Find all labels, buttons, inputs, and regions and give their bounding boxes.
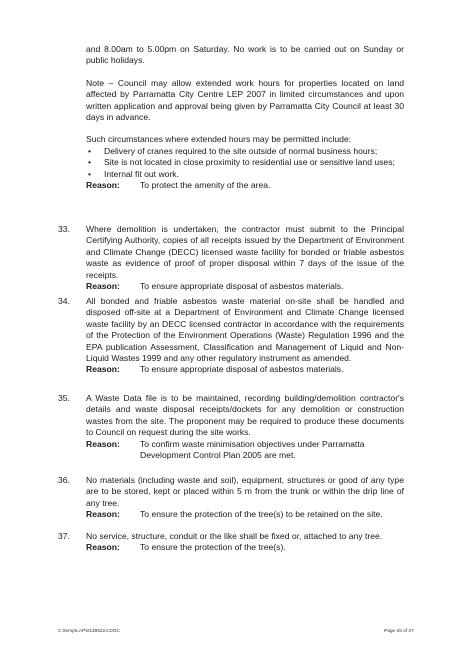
list-item: • Delivery of cranes required to the site outside of normal business hours; (86, 146, 404, 157)
condition-number: 33. (58, 224, 70, 234)
footer-file-path: C:\temp\LAP\01395224.DOC (58, 629, 120, 634)
intro-section (86, 44, 404, 191)
reason-line (86, 439, 404, 462)
condition-35 (86, 393, 404, 461)
condition-37 (86, 531, 404, 554)
condition-text: No materials (including waste and soil), equipment, structures or good of any type are to be stored, kept or placed within 5 m from the trunk or within the drip line of any tree. (86, 475, 404, 508)
circumstances-list (86, 146, 404, 180)
condition-number: 35. (58, 393, 70, 403)
reason-label: Reason: (86, 180, 120, 191)
list-item: • Site is not located in close proximity to residential use or sensitive land uses; (86, 157, 404, 168)
reason-label: Reason: (86, 364, 120, 375)
reason-text: To confirm waste minimisation objectives under Parramatta Development Control Plan 2005 are met. (140, 438, 365, 461)
hours-continuation: and 8.00am to 5.00pm on Saturday. No work is to be carried out on Sunday or public holidays. (86, 44, 404, 66)
condition-number: 34. (58, 296, 70, 306)
condition-36 (86, 475, 404, 521)
condition-34 (86, 296, 404, 376)
condition-text: No service, structure, conduit or the like shall be fixed or, attached to any tree. (86, 531, 383, 541)
reason-label: Reason: (86, 509, 120, 520)
reason-line (86, 281, 404, 292)
reason-label: Reason: (86, 281, 120, 292)
condition-number: 37. (58, 531, 70, 541)
condition-33 (86, 224, 404, 292)
extended-hours-note: Note – Council may allow extended work hours for properties located on land affected by Parramatta City Centre LEP 2007 in limited circumstances and upon written application and approval being given by Parramatta City Council at least 30 days in advance. (86, 77, 404, 123)
condition-text: All bonded and friable asbestos waste material on-site shall be handled and disposed off-site at a Department of Environment and Climate Change licensed waste facility by an DECC licensed contractor in accordance with the requirements of the Protection of the Environment Operations (Waste) Regulation 1996 and the EPA publication Assessment, Classification and Management of Liquid and Non-Liquid Wastes 1999 and any other regulatory instrument as amended. (86, 296, 404, 364)
reason-label: Reason: (86, 542, 120, 553)
condition-text: A Waste Data file is to be maintained, recording building/demolition contractor's details and waste disposal receipts/dockets for any demolition or construction wastes from the site. The proponent may be required to produce these documents to Council on request during the site works. (86, 393, 404, 438)
circumstances-lead: Such circumstances where extended hours may be permitted include: (86, 134, 352, 145)
reason-line (86, 509, 404, 520)
reason-line (86, 364, 404, 375)
reason-line (86, 180, 404, 191)
reason-text: To ensure appropriate disposal of asbestos materials. (140, 364, 344, 375)
reason-text: To ensure the protection of the tree(s). (140, 542, 286, 553)
condition-text: Where demolition is undertaken, the contractor must submit to the Principal Certifying Authority, copies of all receipts issued by the Department of Environment and Climate Change (DECC) licensed waste facility for bonded or friable asbestos waste as evidence of proof of proper disposal within 7 days of the issue of the receipts. (86, 224, 404, 280)
list-item: • Internal fit out work. (86, 169, 404, 180)
reason-text: To protect the amenity of the area. (140, 180, 271, 191)
condition-number: 36. (58, 475, 70, 485)
footer-page-number: Page 26 of 27 (384, 629, 414, 634)
reason-text: To ensure appropriate disposal of asbestos materials. (140, 281, 344, 292)
reason-label: Reason: (86, 438, 120, 449)
reason-line (86, 542, 404, 553)
reason-text: To ensure the protection of the tree(s) to be retained on the site. (140, 509, 383, 520)
